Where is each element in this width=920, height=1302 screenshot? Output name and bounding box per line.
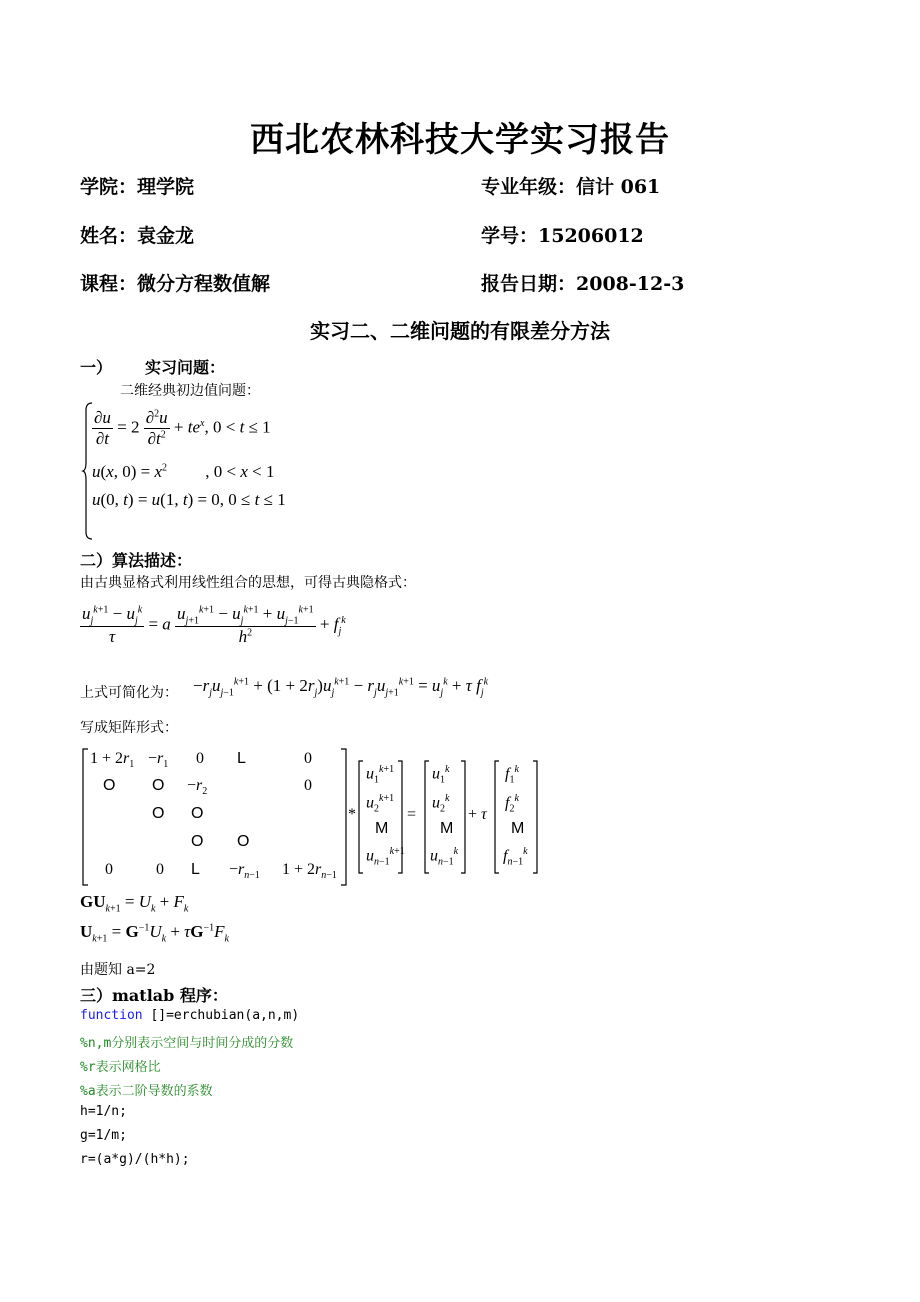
equation-initial: u(x, $0) = x^2$ , 0 < x < 1 [92,462,275,481]
student-id-field: 学号：15206012 [481,225,644,247]
code-line-5: h=1/n; [80,1104,127,1119]
code-line-4: %a表示二阶导数的系数 [80,1084,213,1099]
section1-number: 一） [80,358,113,377]
section2-text4: 由题知 a=2 [80,962,156,978]
section3-heading: 三）matlab 程序： [80,986,228,1005]
date-field: 报告日期：2008-12-3 [481,273,685,295]
section2-text3: 写成矩阵形式： [80,720,178,736]
section2-heading: 二）算法描述： [80,551,193,570]
equation-gu: $GU_{k+1} = U_k + F_k$ [80,892,189,915]
code-function-signature: []=erchubian(a,n,m) [142,1008,300,1023]
code-line-2: %n,m分别表示空间与时间分成的分数 [80,1036,294,1051]
code-line-7: r=(a*g)/(h*h); [80,1152,190,1167]
section2-text2: 上式可简化为： [80,685,178,701]
name-field: 姓名：袁金龙 [80,225,195,247]
code-keyword-function: function [80,1008,143,1023]
simplified-equation: $-r_ju_{j-1}^{k+1} + (1 + 2r_j)u_j^{k+1} - r_ju_{j+1}^{k+1} = u_j^k + \tau$ $f_j^k$ [193,676,489,699]
equation-pde: $\frac{\partial u}{\partial t}$ = 2 $\frac{\partial^2u}{\partial t^2}$ + $te^x$, 0 < t ≤ 1 [94,408,271,448]
code-line-6: g=1/m; [80,1128,127,1143]
course-field: 课程：微分方程数值解 [80,273,271,295]
college-field: 学院：理学院 [80,176,195,198]
major-field: 专业年级：信计 061 [481,176,661,198]
section1-heading: 实习问题： [145,358,226,377]
equation-u-next: $U_{k+1} = G^{-1}U_k + \tau G^{-1}F_k$ [80,922,229,945]
equation-boundary: u(0, t) = u(1, t) = 0, 0 ≤ t ≤ 1 [92,490,286,509]
report-subtitle: 实习二、二维问题的有限差分方法 [310,319,610,343]
code-line-3: %r表示网格比 [80,1060,161,1075]
section1-intro: 二维经典初边值问题： [120,383,260,399]
page-title: 西北农林科技大学实习报告 [250,120,670,160]
section2-text1: 由古典显格式利用线性组合的思想，可得古典隐格式： [80,575,416,591]
code-line-1 [80,1008,299,1023]
implicit-scheme: $\frac{u_j^{k+1} - u_j^k}{\tau}$ = a $\frac{u_{j+1}^{k+1} - u_j^{k+1} + u_{j-1}^{k+1}}{h^2}$ + $f_j^k$ [82,604,346,647]
